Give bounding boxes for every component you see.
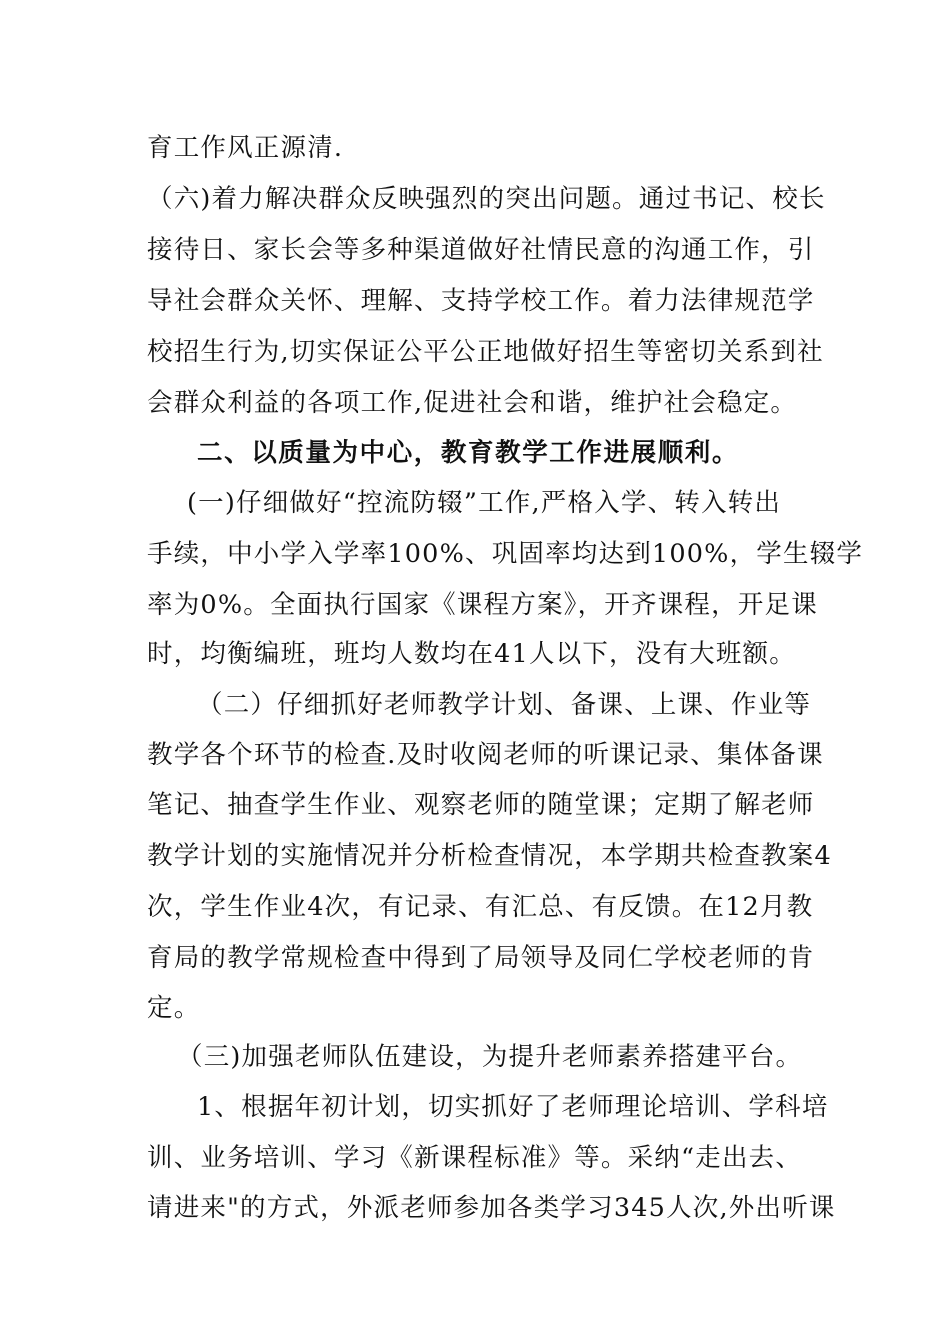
text-line: 育工作风正源清. [147, 133, 344, 163]
text-line: 会群众利益的各项工作,促进社会和谐，维护社会稳定。 [147, 388, 798, 418]
text-line: 育局的教学常规检查中得到了局领导及同仁学校老师的肯 [147, 943, 815, 973]
text-line: 定。 [147, 993, 201, 1023]
text-line: （三)加强老师队伍建设，为提升老师素养搭建平台。 [177, 1042, 803, 1072]
text-line: 次，学生作业4次，有记录、有汇总、有反馈。在12月教 [147, 892, 814, 922]
text-line: （六)着力解决群众反映强烈的突出问题。通过书记、校长 [147, 184, 826, 214]
text-line: 手续，中小学入学率100%、巩固率均达到100%，学生辍学 [147, 539, 864, 569]
text-line: 训、业务培训、学习《新课程标准》等。采纳“走出去、 [147, 1143, 803, 1173]
text-line: （二）仔细抓好老师教学计划、备课、上课、作业等 [197, 690, 812, 720]
text-line: 校招生行为,切实保证公平公正地做好招生等密切关系到社 [147, 337, 824, 367]
text-line: 接待日、家长会等多种渠道做好社情民意的沟通工作，引 [147, 235, 815, 265]
text-line: 请进来"的方式，外派老师参加各类学习345人次,外出听课 [147, 1193, 836, 1223]
text-line: 教学计划的实施情况并分析检查情况，本学期共检查教案4 [147, 841, 832, 871]
text-line: 率为0%。全面执行国家《课程方案》，开齐课程，开足课 [147, 590, 818, 620]
text-line: 笔记、抽查学生作业、观察老师的随堂课；定期了解老师 [147, 790, 815, 820]
section-heading: 二、以质量为中心，教育教学工作进展顺利。 [197, 438, 740, 468]
text-line: 时，均衡编班，班均人数均在41人以下，没有大班额。 [147, 639, 796, 669]
text-line: 教学各个环节的检查.及时收阅老师的听课记录、集体备课 [147, 740, 824, 770]
text-line: 1、根据年初计划，切实抓好了老师理论培训、学科培 [197, 1092, 829, 1122]
text-line: 导社会群众关怀、理解、支持学校工作。着力法律规范学 [147, 286, 815, 316]
text-line: (一)仔细做好“控流防辍”工作,严格入学、转入转出 [187, 488, 782, 518]
